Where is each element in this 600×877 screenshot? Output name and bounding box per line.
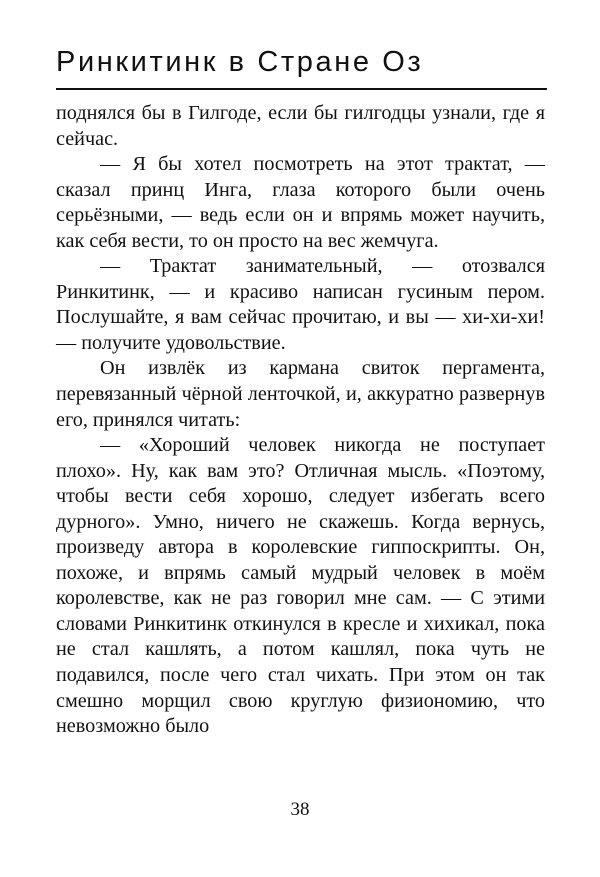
paragraph: Он извлёк из кармана свиток пергамента, перевязанный чёрной ленточкой, и, аккуратно развернув его, принялся читать: (56, 357, 545, 431)
header-divider (56, 88, 547, 90)
paragraph-continuation: поднялся бы в Гилгоде, если бы гилгодцы узнали, где я сейчас. (56, 102, 545, 150)
paragraph: — Трактат занимательный, — отозвался Ринкитинк, — и красиво написан гусиным пером. Послушайте, я вам сейчас прочитаю, и вы — хи-хи-хи! — получите удовольствие. (56, 255, 545, 354)
paragraph: — «Хороший человек никогда не поступает плохо». Ну, как вам это? Отличная мысль. «Поэтому, чтобы вести себя хорошо, следует избегать всего дурного». Умно, ничего не скажешь. Когда вернусь, произведу автора в королевские гиппоскрипты. Он, похоже, и впрямь самый мудрый человек в моём королевстве, как не раз говорил мне сам. — С этими словами Ринкитинк откинулся в кресле и хихикал, пока не стал кашлять, а потом кашлял, пока чуть не подавился, после чего стал чихать. При этом он так смешно морщил свою круглую физиономию, что невозможно было (56, 434, 545, 738)
running-title: Ринкитинк в Стране Оз (56, 46, 424, 78)
page-number: 38 (290, 799, 310, 820)
paragraph: — Я бы хотел посмотреть на этот трактат, — сказал принц Инга, глаза которого были очень серьёзными, — ведь если он и впрямь может научить, как себя вести, то он просто на вес жемчуга. (56, 153, 545, 252)
body-text (56, 101, 545, 740)
